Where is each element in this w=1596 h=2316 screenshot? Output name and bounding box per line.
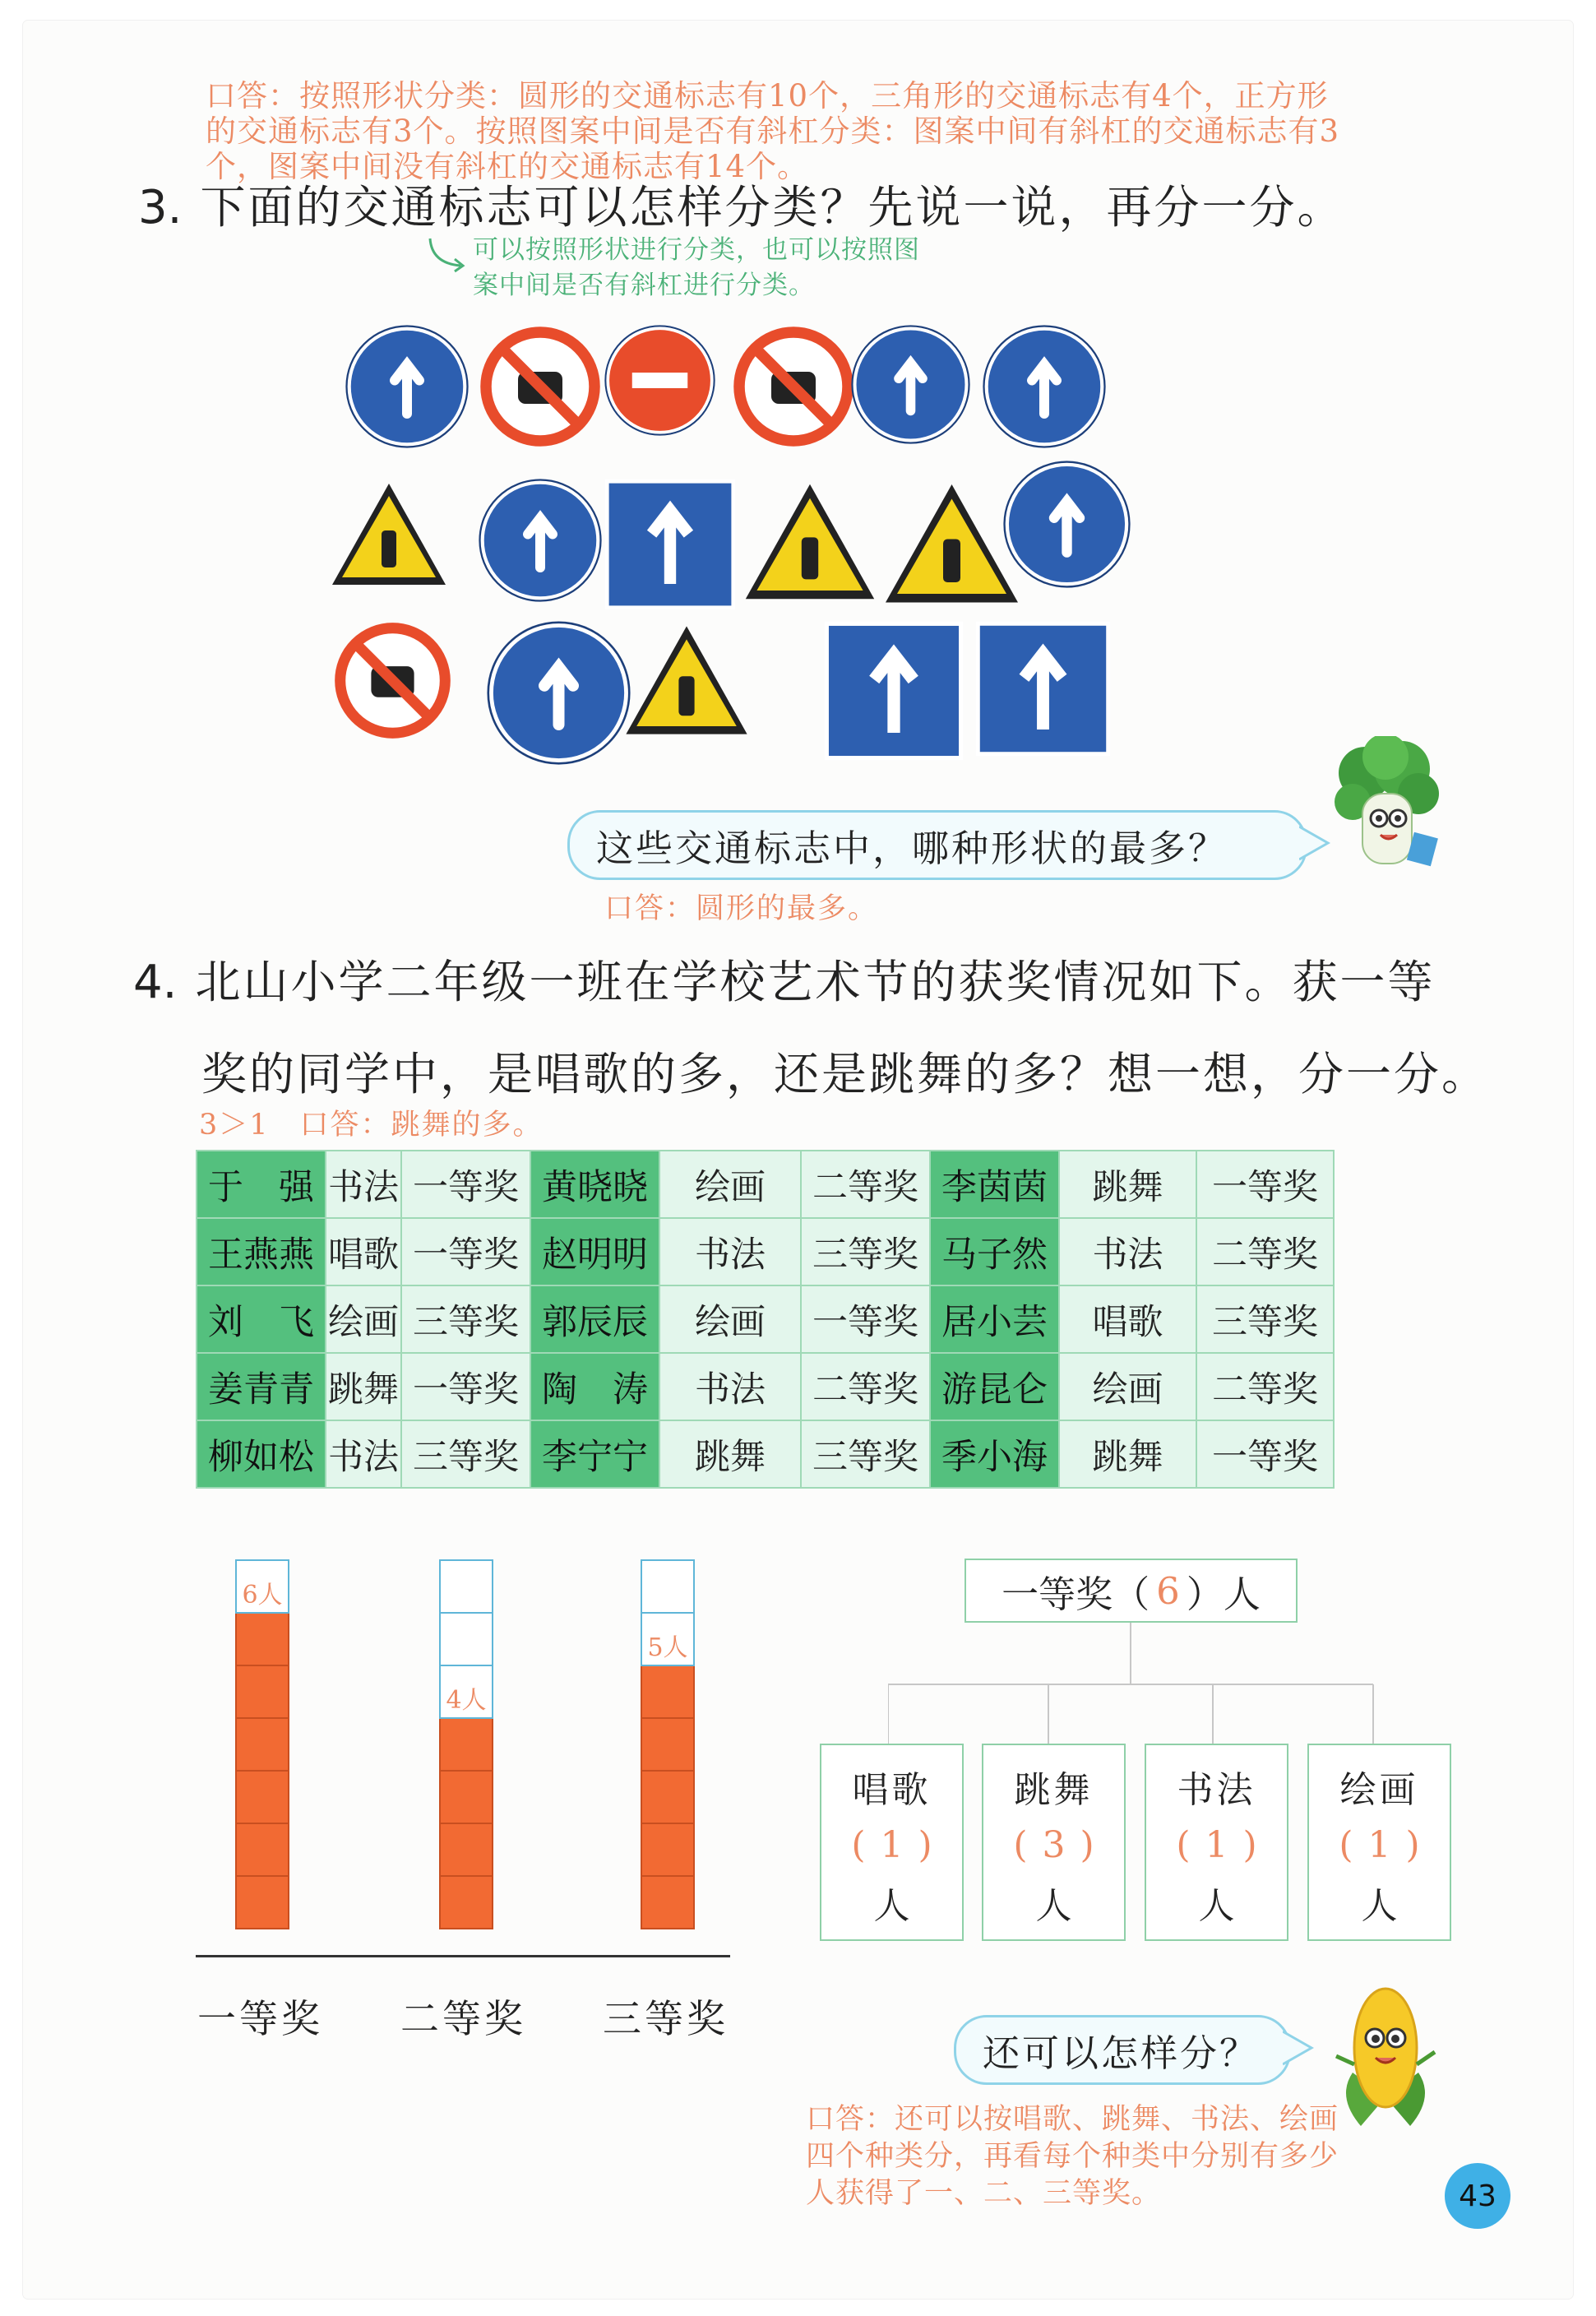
question-4 [133,946,1435,1011]
u-turn-sign [975,621,1111,757]
broccoli-mascot-icon [1328,736,1443,884]
award-cell: 三等奖 [801,1420,930,1488]
branch-value: 1 [1367,1824,1391,1866]
hint-text: 可以按照形状进行分类，也可以按照图案中间是否有斜杠进行分类。 [473,235,920,300]
no-entry-sign [604,325,715,436]
root-suffix: ）人 [1186,1572,1261,1616]
category-cell: 绘画 [659,1285,801,1353]
tree-connectors [888,1623,1398,1746]
tree-branch-2 [982,1744,1126,1941]
student-name-cell: 柳如松 [197,1420,326,1488]
turn-right-straight-sign [345,325,469,448]
chart-axis [196,1955,730,1957]
student-name-cell: 赵明明 [530,1218,659,1285]
answer-text-bottom: 口答：还可以按唱歌、跳舞、书法、绘画四个种类分，再看每个种类中分别有多少人获得了一、二、三等奖。 [806,2103,1339,2210]
bar-chart [193,1554,761,2023]
award-cell: 一等奖 [401,1151,530,1218]
bar-cell-filled [236,1876,289,1929]
bar-cell-filled [236,1718,289,1771]
branch-unit: 人 [1035,1885,1072,1927]
branch-label: 绘画 [1339,1769,1419,1811]
question-3 [138,171,1344,236]
student-name-cell: 姜青青 [197,1353,326,1420]
bar-cell-filled [641,1718,694,1771]
student-name-cell: 于 强 [197,1151,326,1218]
corn-mascot-icon [1328,1974,1443,2130]
student-name-cell: 居小芸 [930,1285,1059,1353]
award-table [196,1150,1335,1489]
category-cell: 唱歌 [326,1218,401,1285]
bar-cell-filled [440,1876,493,1929]
question-text: 下面的交通标志可以怎样分类？先说一说，再分一分。 [200,181,1345,234]
bar-cell-filled [236,1613,289,1665]
bar-cell-filled [641,1665,694,1718]
student-name-cell: 郭辰辰 [530,1285,659,1353]
student-name-cell: 陶 涛 [530,1353,659,1420]
category-cell: 书法 [1059,1218,1196,1285]
tree-root [965,1559,1298,1623]
category-cell: 跳舞 [326,1353,401,1420]
question-bubble-2 [954,2015,1291,2085]
traffic-light-sign [621,621,752,739]
roundabout-sign [487,621,631,765]
bar-value-label: 4人 [446,1686,487,1715]
category-cell: 书法 [326,1420,401,1488]
bar-cell-empty [641,1560,694,1613]
question-text-line2: 奖的同学中，是唱歌的多，还是跳舞的多？想一想，分一分。 [201,1048,1490,1100]
children-crossing-sign [740,479,880,604]
award-cell: 二等奖 [801,1151,930,1218]
left-right-turn-sign [983,325,1106,448]
tree-branch-3 [1145,1744,1288,1941]
bar-cell-filled [236,1771,289,1823]
parking-sign [604,479,736,610]
bar-value-label: 5人 [647,1633,688,1662]
award-cell: 三等奖 [401,1285,530,1353]
bar-cell-filled [440,1718,493,1771]
student-name-cell: 李宁宁 [530,1420,659,1488]
bubble-text: 这些交通标志中，哪种形状的最多？ [596,827,1228,870]
award-cell: 一等奖 [1196,1151,1334,1218]
answer-text-top: 口答：按照形状分类：圆形的交通标志有10个，三角形的交通标志有4个，正方形的交通标志有3个。按照图案中间是否有斜杠分类：图案中间有斜杠的交通标志有3个，图案中间没有斜杠的交通标志有14个。 [206,78,1340,184]
student-name-cell: 游昆仑 [930,1353,1059,1420]
branch-value: 3 [1042,1824,1066,1866]
award-cell: 三等奖 [801,1218,930,1285]
pedestrian-sign [479,479,602,602]
table-row [197,1218,1334,1285]
branch-value: 1 [880,1824,904,1866]
table-row [197,1151,1334,1218]
table-row [197,1353,1334,1420]
award-cell: 三等奖 [1196,1285,1334,1353]
question-bubble [567,810,1307,880]
bubble-2-text: 还可以怎样分？ [983,2031,1260,2075]
hint-arrow-icon [423,234,473,276]
student-name-cell: 李茵茵 [930,1151,1059,1218]
branch-unit: 人 [1198,1885,1235,1927]
no-horn-sign [732,325,855,448]
no-motor-vehicles-sign [333,621,452,740]
category-cell: 书法 [326,1151,401,1218]
bar-cell-filled [440,1823,493,1876]
table-row [197,1285,1334,1353]
category-label-2: 二等奖 [400,1997,526,2042]
root-value: 6 [1156,1568,1180,1613]
award-cell: 二等奖 [801,1353,930,1420]
student-name-cell: 黄晓晓 [530,1151,659,1218]
table-row [197,1420,1334,1488]
root-prefix: 一等奖（ [1002,1572,1150,1616]
question-text-line1: 北山小学二年级一班在学校艺术节的获奖情况如下。获一等 [195,956,1436,1008]
branch-unit: 人 [1361,1885,1398,1927]
bar-cell-empty [440,1613,493,1665]
question-number: 4. [133,956,178,1009]
branch-count: ( 3 ) [1013,1824,1094,1866]
branch-label: 唱歌 [852,1769,932,1811]
award-cell: 三等奖 [401,1420,530,1488]
no-u-turn-sign [479,325,602,448]
award-cell: 一等奖 [801,1285,930,1353]
bar-cell-empty [440,1560,493,1613]
branch-label: 书法 [1177,1769,1256,1811]
bar-cell-filled [641,1771,694,1823]
bubble-answer: 口答：圆形的最多。 [604,892,879,925]
branch-count: ( 1 ) [1176,1824,1257,1866]
page-number: 43 [1445,2163,1510,2229]
category-cell: 绘画 [326,1285,401,1353]
category-cell: 跳舞 [1059,1151,1196,1218]
category-label-1: 一等奖 [197,1997,323,2042]
pedestrian-crossing-sign [880,479,1024,609]
award-cell: 一等奖 [401,1218,530,1285]
award-cell: 二等奖 [1196,1218,1334,1285]
student-name-cell: 刘 飞 [197,1285,326,1353]
bubble-tail-icon [1299,822,1332,864]
award-cell: 一等奖 [401,1353,530,1420]
category-cell: 唱歌 [1059,1285,1196,1353]
bar-cell-filled [440,1771,493,1823]
bar-cell-filled [236,1665,289,1718]
branch-count: ( 1 ) [1339,1824,1420,1866]
category-cell: 绘画 [659,1151,801,1218]
bubble-tail-icon [1283,2027,1316,2068]
student-name-cell: 马子然 [930,1218,1059,1285]
tree-branch-1 [820,1744,964,1941]
student-name-cell: 王燕燕 [197,1218,326,1285]
lane-straight-sign [824,621,964,761]
category-cell: 书法 [659,1218,801,1285]
branch-unit: 人 [873,1885,910,1927]
category-cell: 跳舞 [1059,1420,1196,1488]
turn-right-sign [851,325,970,444]
branch-label: 跳舞 [1014,1769,1094,1811]
tree-branch-4 [1307,1744,1451,1941]
category-cell: 跳舞 [659,1420,801,1488]
branch-count: ( 1 ) [851,1824,932,1866]
question-number: 3. [138,181,183,234]
bar-cell-filled [641,1823,694,1876]
category-cell: 绘画 [1059,1353,1196,1420]
student-name-cell: 季小海 [930,1420,1059,1488]
branch-value: 1 [1205,1824,1228,1866]
category-label-3: 三等奖 [603,1997,729,2042]
bar-cell-filled [236,1823,289,1876]
straight-ahead-sign [1003,461,1131,588]
award-cell: 二等奖 [1196,1353,1334,1420]
q4-answer: 3＞1 口答：跳舞的多。 [199,1109,544,1142]
bar-value-label: 6人 [242,1581,283,1610]
road-narrows-sign [327,479,451,590]
award-cell: 一等奖 [1196,1420,1334,1488]
category-cell: 书法 [659,1353,801,1420]
bar-cell-filled [641,1876,694,1929]
